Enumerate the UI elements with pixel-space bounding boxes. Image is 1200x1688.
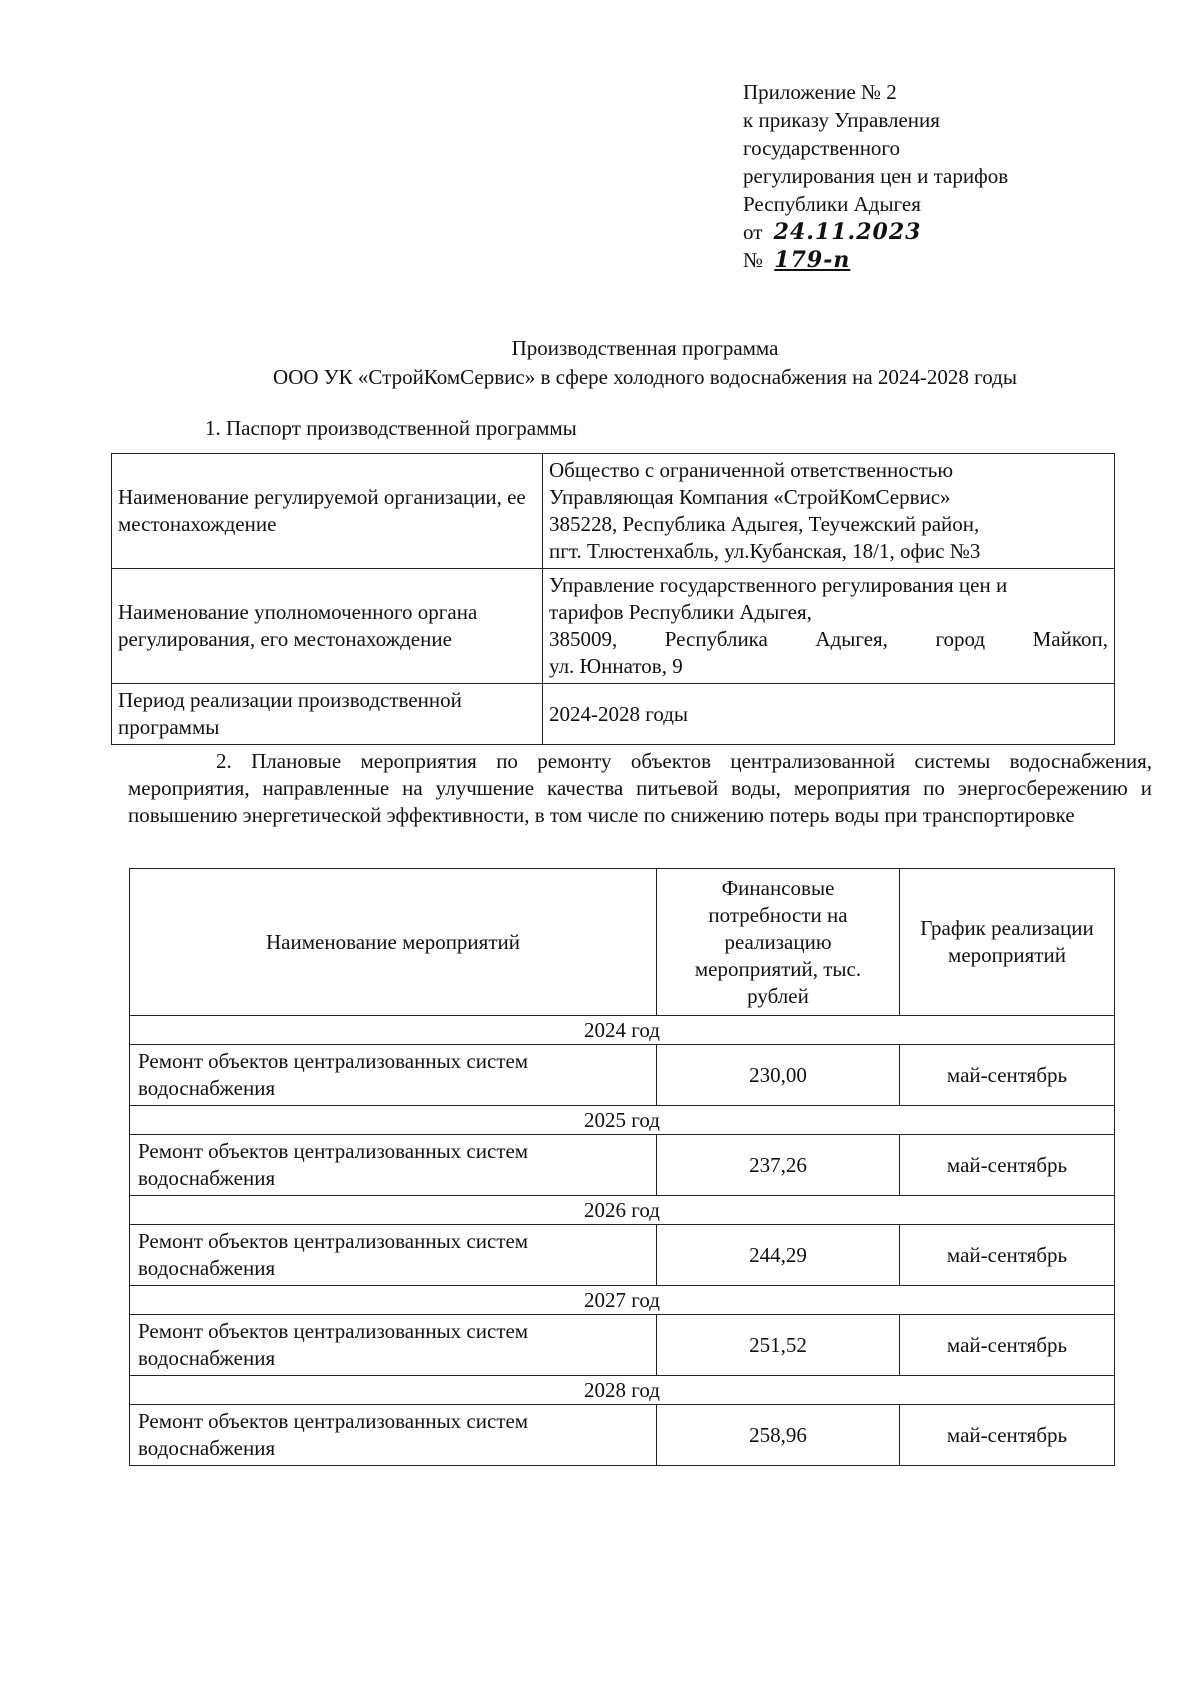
value-line: 2024-2028 годы xyxy=(549,701,689,726)
passport-value xyxy=(543,454,1115,569)
measure-schedule: май-сентябрь xyxy=(900,1315,1115,1376)
handwritten-date: 24.11.2023 xyxy=(773,219,922,245)
year-label: 2027 год xyxy=(130,1286,1115,1315)
appendix-number xyxy=(743,246,1008,274)
year-row xyxy=(130,1196,1115,1225)
table-row xyxy=(112,684,1115,745)
year-row xyxy=(130,1376,1115,1405)
number-prefix: № xyxy=(743,248,764,272)
appendix-line: Приложение № 2 xyxy=(743,80,897,104)
appendix-line: регулирования цен и тарифов xyxy=(743,164,1009,188)
appendix-date xyxy=(743,218,1008,246)
passport-label: Наименование уполномоченного органа регулирования, его местонахождение xyxy=(112,569,543,684)
value-line: 385228, Республика Адыгея, Теучежский район, xyxy=(549,512,980,536)
year-label: 2024 год xyxy=(130,1016,1115,1045)
table-row xyxy=(130,1315,1115,1376)
value-line: тарифов Республики Адыгея, xyxy=(549,600,812,624)
measure-amount: 244,29 xyxy=(657,1225,900,1286)
document-title: Производственная программа xyxy=(511,336,779,360)
appendix-line: государственного xyxy=(743,136,901,160)
measure-amount: 237,26 xyxy=(657,1135,900,1196)
table-row xyxy=(112,569,1115,684)
year-label: 2028 год xyxy=(130,1376,1115,1405)
year-row xyxy=(130,1106,1115,1135)
year-row xyxy=(130,1286,1115,1315)
table-row xyxy=(130,1135,1115,1196)
column-header: Финансовые потребности на реализацию мероприятий, тыс. рублей xyxy=(657,869,900,1016)
passport-table xyxy=(111,453,1115,745)
year-label: 2025 год xyxy=(130,1106,1115,1135)
passport-value xyxy=(543,684,1115,745)
table-row xyxy=(130,1045,1115,1106)
measure-name: Ремонт объектов централизованных систем водоснабжения xyxy=(130,1135,657,1196)
measure-amount: 251,52 xyxy=(657,1315,900,1376)
table-row xyxy=(112,454,1115,569)
measure-amount: 258,96 xyxy=(657,1405,900,1466)
appendix-block xyxy=(743,78,1008,274)
value-line: пгт. Тлюстенхабль, ул.Кубанская, 18/1, офис №3 xyxy=(549,539,981,563)
measure-name: Ремонт объектов централизованных систем водоснабжения xyxy=(130,1315,657,1376)
measure-name: Ремонт объектов централизованных систем водоснабжения xyxy=(130,1405,657,1466)
table-row xyxy=(130,1405,1115,1466)
year-row xyxy=(130,1016,1115,1045)
column-header: Наименование мероприятий xyxy=(130,869,657,1016)
measure-name: Ремонт объектов централизованных систем водоснабжения xyxy=(130,1045,657,1106)
value-line: 385009, Республика Адыгея, город Майкоп, xyxy=(549,627,1108,651)
measure-schedule: май-сентябрь xyxy=(900,1225,1115,1286)
value-line: ул. Юннатов, 9 xyxy=(549,654,683,678)
measure-schedule: май-сентябрь xyxy=(900,1405,1115,1466)
plan-table xyxy=(129,868,1115,1466)
date-prefix: от xyxy=(743,220,763,244)
measure-amount: 230,00 xyxy=(657,1045,900,1106)
appendix-line: Республики Адыгея xyxy=(743,192,921,216)
value-line: Управление государственного регулирования цен и xyxy=(549,573,1008,597)
section1-heading: 1. Паспорт производственной программы xyxy=(205,416,577,440)
column-header: График реализации мероприятий xyxy=(900,869,1115,1016)
document-subtitle: ООО УК «СтройКомСервис» в сфере холодного водоснабжения на 2024-2028 годы xyxy=(273,365,1017,389)
value-line: Управляющая Компания «СтройКомСервис» xyxy=(549,485,951,509)
year-label: 2026 год xyxy=(130,1196,1115,1225)
section2-heading: 2. Плановые мероприятия по ремонту объектов централизованной системы водоснабжения, мероприятия, направленные на улучшение качества питьевой воды, мероприятия по энергосбережению и повышению энергетической эффективности, в том числе по снижению потерь воды при транспортировке xyxy=(128,749,1152,827)
measure-schedule: май-сентябрь xyxy=(900,1135,1115,1196)
value-line: Общество с ограниченной ответственностью xyxy=(549,458,954,482)
table-header-row xyxy=(130,869,1115,1016)
passport-label: Наименование регулируемой организации, ее местонахождение xyxy=(112,454,543,569)
measure-name: Ремонт объектов централизованных систем водоснабжения xyxy=(130,1225,657,1286)
appendix-line: к приказу Управления xyxy=(743,108,940,132)
table-row xyxy=(130,1225,1115,1286)
measure-schedule: май-сентябрь xyxy=(900,1045,1115,1106)
handwritten-number: 179-п xyxy=(774,247,851,273)
passport-label: Период реализации производственной программы xyxy=(112,684,543,745)
passport-value xyxy=(543,569,1115,684)
